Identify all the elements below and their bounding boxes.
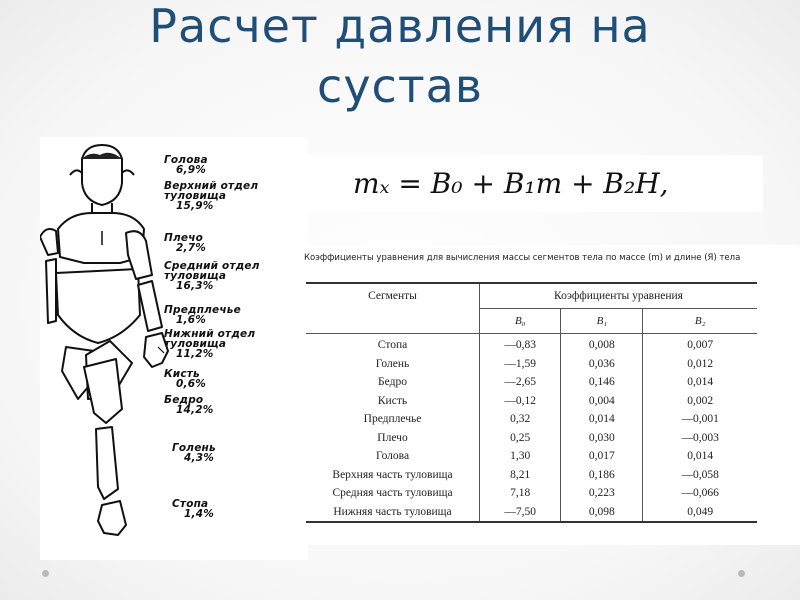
cell-b1: 0,186 xyxy=(561,466,643,485)
header-segments: Сегменты xyxy=(306,283,480,334)
slide-title xyxy=(0,0,800,116)
cell-segment: Стопа xyxy=(306,334,480,355)
cell-segment: Нижняя часть туловища xyxy=(306,503,480,523)
label-middle-trunk: Средний отдел туловища 16,3% xyxy=(164,260,260,292)
table-row xyxy=(306,484,757,503)
body-segments-figure xyxy=(40,137,308,560)
table-row xyxy=(306,355,757,374)
coefficients-table-panel xyxy=(300,245,800,545)
cell-b1: 0,008 xyxy=(561,334,643,355)
cell-b2: 0,007 xyxy=(643,334,757,355)
shin-shape xyxy=(96,427,118,499)
cell-b2: —0,058 xyxy=(643,466,757,485)
cell-b1: 0,004 xyxy=(561,392,643,411)
table-row xyxy=(306,373,757,392)
table-row xyxy=(306,466,757,485)
cell-segment: Верхняя часть туловища xyxy=(306,466,480,485)
left-arm-shape xyxy=(46,259,56,323)
cell-b0: —0,12 xyxy=(480,392,561,411)
header-b1: B₁ xyxy=(561,309,643,334)
cell-b0: 0,32 xyxy=(480,410,561,429)
cell-segment: Предплечье xyxy=(306,410,480,429)
table-row xyxy=(306,392,757,411)
cell-segment: Бедро xyxy=(306,373,480,392)
table-row xyxy=(306,447,757,466)
cell-b1: 0,146 xyxy=(561,373,643,392)
label-hand: Кисть 0,6% xyxy=(164,368,206,390)
cell-segment: Плечо xyxy=(306,429,480,448)
table-body xyxy=(306,334,757,523)
slide-title-line-2: сустав xyxy=(317,59,483,113)
cell-b0: 7,18 xyxy=(480,484,561,503)
cell-b0: —7,50 xyxy=(480,503,561,523)
left-shoulder-shape xyxy=(40,229,58,255)
formula-text: mₓ = B₀ + B₁m + B₂H, xyxy=(353,167,669,200)
cell-b2: 0,002 xyxy=(643,392,757,411)
cell-segment: Голова xyxy=(306,447,480,466)
slide-bullet-right xyxy=(738,570,745,577)
label-foot: Стопа 1,4% xyxy=(172,498,214,520)
cell-b0: —2,65 xyxy=(480,373,561,392)
table-row xyxy=(306,334,757,355)
cell-b1: 0,036 xyxy=(561,355,643,374)
thigh-shape xyxy=(84,359,122,423)
cell-b2: —0,001 xyxy=(643,410,757,429)
table-caption: Коэффициенты уравнения для вычисления массы сегментов тела по массе (m) и длине (Я) тела xyxy=(304,253,741,263)
cell-b1: 0,017 xyxy=(561,447,643,466)
right-forearm-shape xyxy=(138,281,162,331)
cell-b0: 8,21 xyxy=(480,466,561,485)
header-b0: B₀ xyxy=(480,309,561,334)
slide-bullet-left xyxy=(42,570,49,577)
header-coefficients: Коэффициенты уравнения xyxy=(480,283,758,309)
table-row xyxy=(306,429,757,448)
cell-b0: —1,59 xyxy=(480,355,561,374)
header-b2: B₂ xyxy=(643,309,757,334)
cell-b1: 0,223 xyxy=(561,484,643,503)
cell-b0: 0,25 xyxy=(480,429,561,448)
middle-trunk-shape xyxy=(56,269,140,343)
table-row xyxy=(306,410,757,429)
label-upper-trunk: Верхний отдел туловища 15,9% xyxy=(164,180,259,212)
label-forearm: Предплечье 1,6% xyxy=(164,304,241,326)
cell-b1: 0,098 xyxy=(561,503,643,523)
slide-title-line-1: Расчет давления на xyxy=(149,0,651,53)
label-shoulder: Плечо 2,7% xyxy=(164,232,206,254)
cell-b0: —0,83 xyxy=(480,334,561,355)
mass-formula xyxy=(307,155,763,212)
label-shin: Голень 4,3% xyxy=(172,442,216,464)
cell-b0: 1,30 xyxy=(480,447,561,466)
cell-b1: 0,030 xyxy=(561,429,643,448)
label-thigh: Бедро 14,2% xyxy=(164,394,214,416)
cell-b2: —0,066 xyxy=(643,484,757,503)
label-head: Голова 6,9% xyxy=(164,154,208,176)
cell-b2: —0,003 xyxy=(643,429,757,448)
coefficients-table xyxy=(306,282,757,523)
cell-b2: 0,049 xyxy=(643,503,757,523)
label-lower-trunk: Нижний отдел туловища 11,2% xyxy=(164,328,256,360)
table-row xyxy=(306,503,757,523)
cell-segment: Кисть xyxy=(306,392,480,411)
cell-b2: 0,014 xyxy=(643,447,757,466)
cell-b1: 0,014 xyxy=(561,410,643,429)
cell-segment: Голень xyxy=(306,355,480,374)
cell-b2: 0,014 xyxy=(643,373,757,392)
cell-b2: 0,012 xyxy=(643,355,757,374)
foot-shape xyxy=(98,501,126,535)
cell-segment: Средняя часть туловища xyxy=(306,484,480,503)
